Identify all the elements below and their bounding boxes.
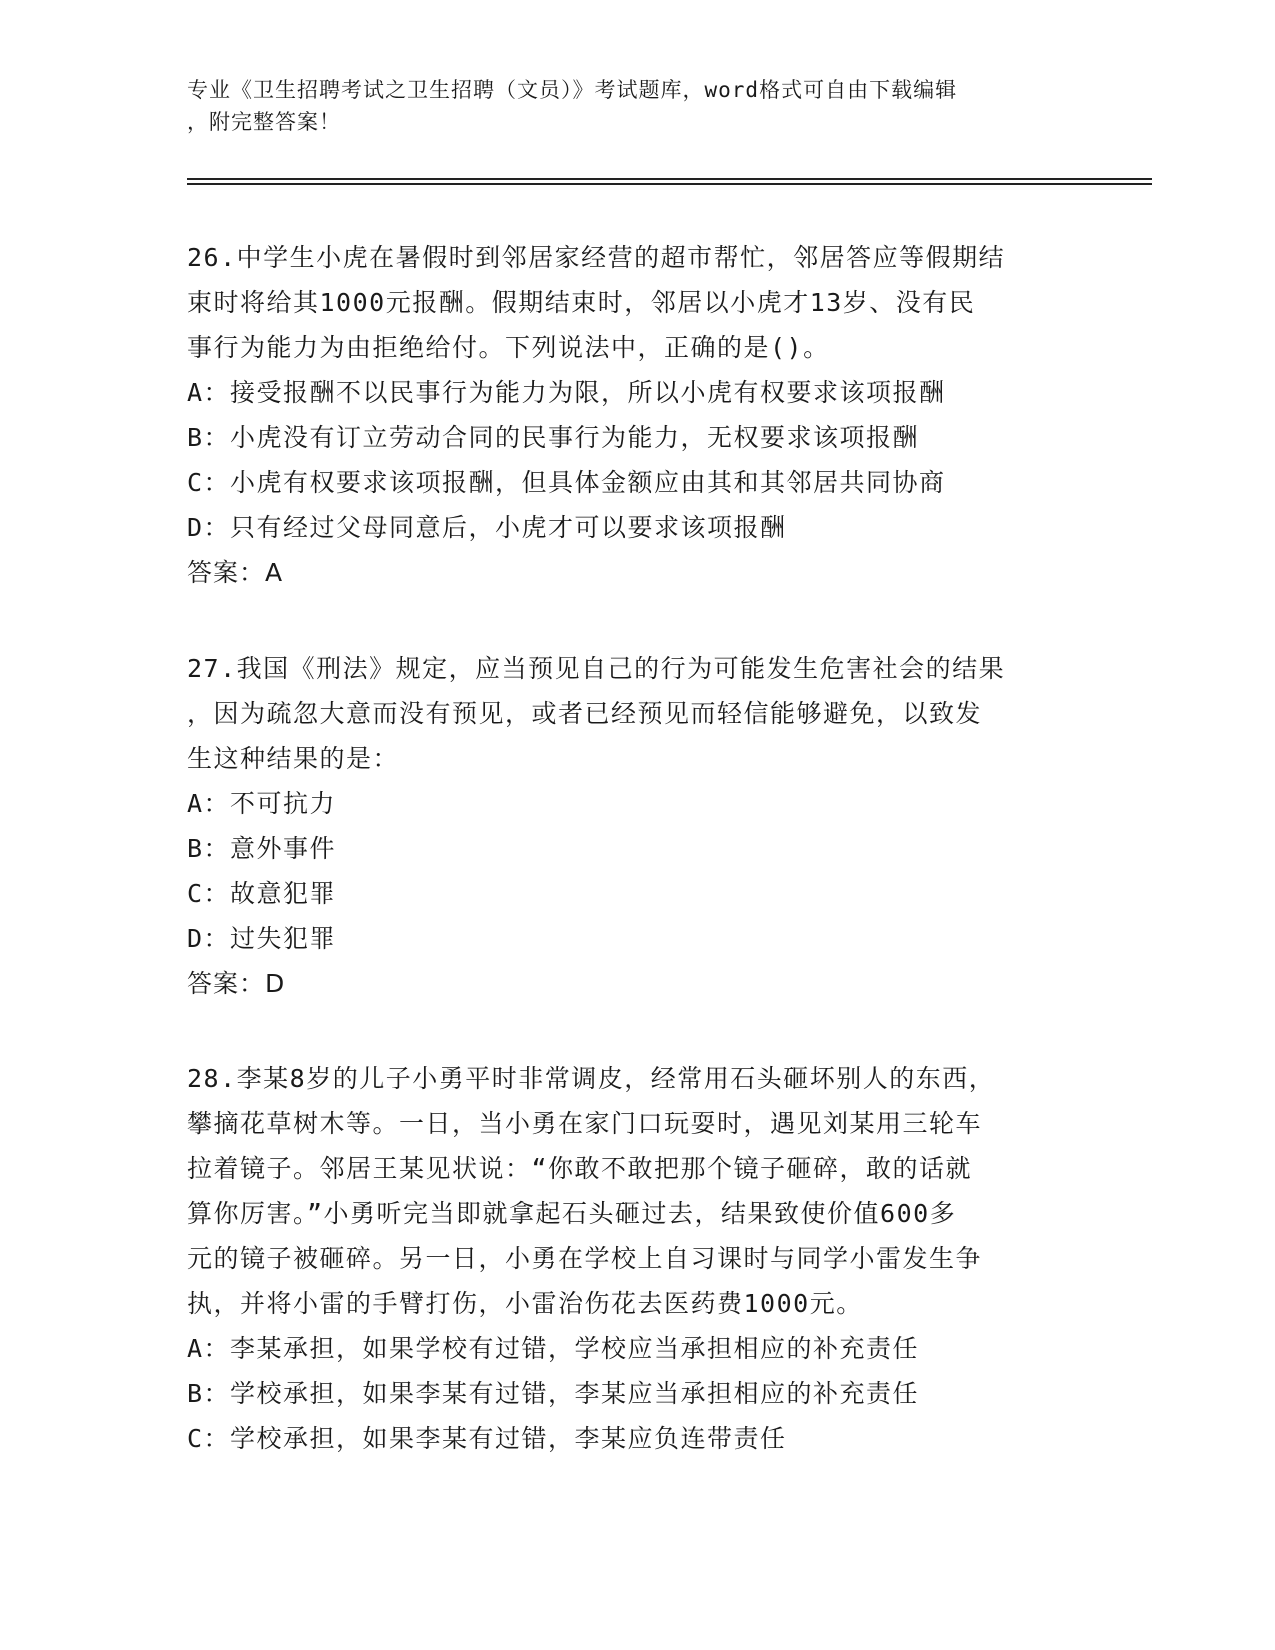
question-26 [187, 235, 1087, 595]
stem-line: 生这种结果的是： [187, 744, 400, 773]
option-b: B：小虎没有订立劳动合同的民事行为能力，无权要求该项报酬 [187, 423, 920, 452]
option-a: A：李某承担，如果学校有过错，学校应当承担相应的补充责任 [187, 1334, 920, 1363]
stem-line: ，因为疏忽大意而没有预见，或者已经预见而轻信能够避免，以致发 [187, 699, 983, 728]
option-b: B：意外事件 [187, 834, 337, 863]
option-c: C：小虎有权要求该项报酬，但具体金额应由其和其邻居共同协商 [187, 468, 946, 497]
question-stem [187, 235, 1087, 370]
stem-line: 拉着镜子。邻居王某见状说：“你敢不敢把那个镜子砸碎，敢的话就 [187, 1154, 973, 1183]
question-stem [187, 646, 1087, 781]
stem-line: 执，并将小雷的手臂打伤，小雷治伤花去医药费1000元。 [187, 1289, 863, 1318]
question-stem [187, 1056, 1087, 1326]
option-a: A：接受报酬不以民事行为能力为限，所以小虎有权要求该项报酬 [187, 378, 946, 407]
stem-line: 28.李某8岁的儿子小勇平时非常调皮，经常用石头砸坏别人的东西， [187, 1064, 996, 1093]
option-c: C：学校承担，如果李某有过错，李某应负连带责任 [187, 1424, 787, 1453]
option-a: A：不可抗力 [187, 789, 337, 818]
header-rule-top [187, 178, 1152, 180]
header-line-2: ，附完整答案！ [187, 110, 341, 134]
stem-line: 27.我国《刑法》规定，应当预见自己的行为可能发生危害社会的结果 [187, 654, 1006, 683]
header-rule-bottom [187, 183, 1152, 185]
stem-line: 束时将给其1000元报酬。假期结束时，邻居以小虎才13岁、没有民 [187, 288, 976, 317]
question-28 [187, 1056, 1087, 1461]
question-27 [187, 646, 1087, 1006]
stem-line: 算你厉害。”小勇听完当即就拿起石头砸过去，结果致使价值600多 [187, 1199, 957, 1228]
stem-line: 攀摘花草树木等。一日，当小勇在家门口玩耍时，遇见刘某用三轮车 [187, 1109, 983, 1138]
stem-line: 26.中学生小虎在暑假时到邻居家经营的超市帮忙，邻居答应等假期结 [187, 243, 1006, 272]
answer: 答案：A [187, 558, 284, 587]
option-b: B：学校承担，如果李某有过错，李某应当承担相应的补充责任 [187, 1379, 920, 1408]
answer: 答案：D [187, 969, 286, 998]
option-c: C：故意犯罪 [187, 879, 337, 908]
option-d: D：只有经过父母同意后，小虎才可以要求该项报酬 [187, 513, 787, 542]
header-line-1: 专业《卫生招聘考试之卫生招聘（文员）》考试题库，word格式可自由下载编辑 [187, 78, 958, 102]
stem-line: 元的镜子被砸碎。另一日，小勇在学校上自习课时与同学小雷发生争 [187, 1244, 983, 1273]
document-header [187, 74, 1077, 138]
option-d: D：过失犯罪 [187, 924, 337, 953]
stem-line: 事行为能力为由拒绝给付。下列说法中，正确的是()。 [187, 333, 830, 362]
